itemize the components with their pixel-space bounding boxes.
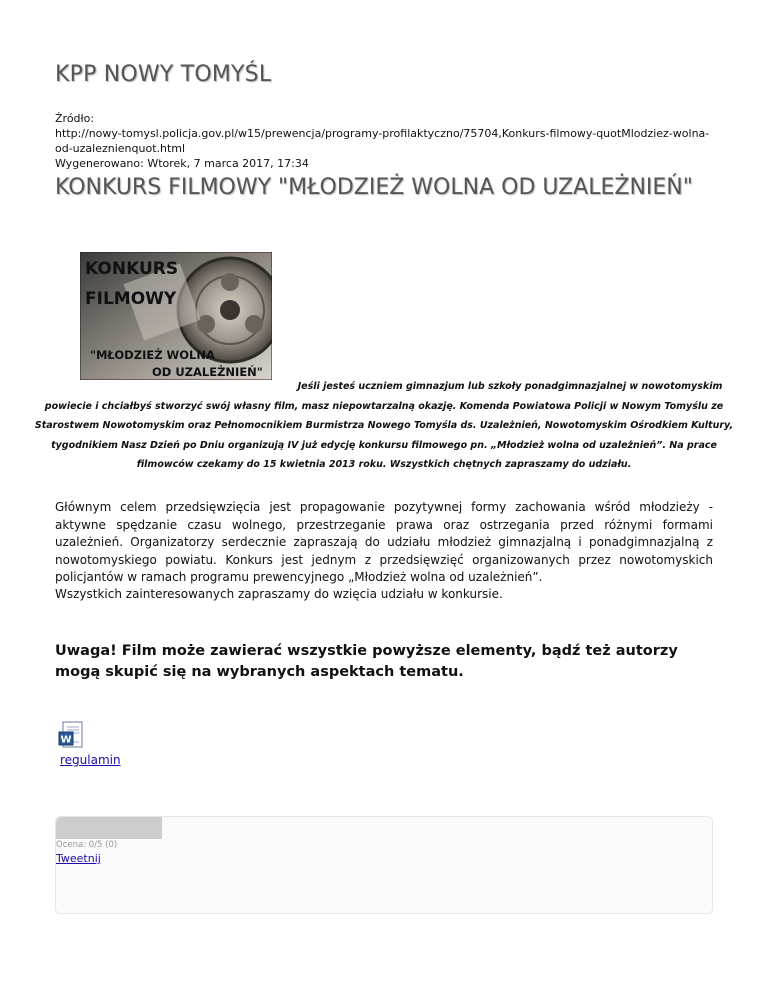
- poster-text-line2: FILMOWY: [85, 289, 177, 309]
- rating-panel: [55, 816, 713, 914]
- word-document-icon[interactable]: [58, 721, 84, 749]
- tweet-link[interactable]: Tweetnij: [56, 852, 101, 865]
- source-url: http://nowy-tomysl.policja.gov.pl/w15/prewencja/programy-profilaktyczno/75704,Konkurs-filmowy-quotMlodziez-wolna-od-uzaleznienquot.html: [55, 127, 710, 155]
- generated-date: Wygenerowano: Wtorek, 7 marca 2017, 17:34: [55, 157, 309, 170]
- contest-poster-image: [80, 252, 272, 380]
- article-notice: Uwaga! Film może zawierać wszystkie powyższe elementy, bądź też autorzy mogą skupić się na wybranych aspektach tematu.: [55, 643, 678, 680]
- article-lead: [25, 377, 743, 475]
- source-meta: [55, 111, 715, 171]
- poster-text-line1: KONKURS: [85, 259, 179, 279]
- article-title: KONKURS FILMOWY "MŁODZIEŻ WOLNA OD UZALEŻNIEŃ": [55, 175, 693, 200]
- site-title: KPP NOWY TOMYŚL: [55, 62, 272, 87]
- article-lead-text: Jeśli jesteś uczniem gimnazjum lub szkoły ponadgimnazjalnej w nowotomyskim powiecie i chciałbyś stworzyć swój własny film, masz niepowtarzalną okazję. Komenda Powiatowa Policji w Nowym Tomyślu ze Starostwem Nowotomyskim oraz Pełnomocnikiem Burmistrza Nowego Tomyśla ds. Uzależnień, Nowotomyskim Ośrodkiem Kultury, tygodnikiem Nasz Dzień po Dniu organizują IV już edycję konkursu filmowego pn. „Młodzież wolna od uzależnień”. Na prace filmowców czekamy do 15 kwietnia 2013 roku. Wszystkich chętnych zapraszamy do udziału.: [34, 381, 734, 470]
- svg-text:W: W: [60, 734, 72, 746]
- rating-stars-bar[interactable]: [56, 817, 162, 839]
- article-paragraph-2: Wszystkich zainteresowanych zapraszamy do wzięcia udziału w konkursie.: [55, 587, 503, 601]
- poster-text-line4: OD UZALEŻNIEŃ": [152, 365, 263, 379]
- poster-text-line3: "MŁODZIEŻ WOLNA: [90, 348, 215, 362]
- article-paragraph-1: Głównym celem przedsięwzięcia jest propagowanie pozytywnej formy zachowania wśród młodzieży - aktywne spędzanie czasu wolnego, przestrzeganie prawa oraz ostrzegania przed różnymi formami uzależnień. Organizatorzy serdecznie zapraszają do udziału młodzież gimnazjalną i ponadgimnazjalną z nowotomyskiego powiatu. Konkurs jest jednym z przedsięwzięć organizowanych przez nowotomyskich policjantów w ramach programu prewencyjnego „Młodzież wolna od uzależnień”.: [55, 500, 713, 584]
- regulamin-download-link[interactable]: regulamin: [60, 753, 121, 767]
- rating-text: Ocena: 0/5 (0): [56, 840, 118, 850]
- source-label: Źródło:: [55, 112, 95, 125]
